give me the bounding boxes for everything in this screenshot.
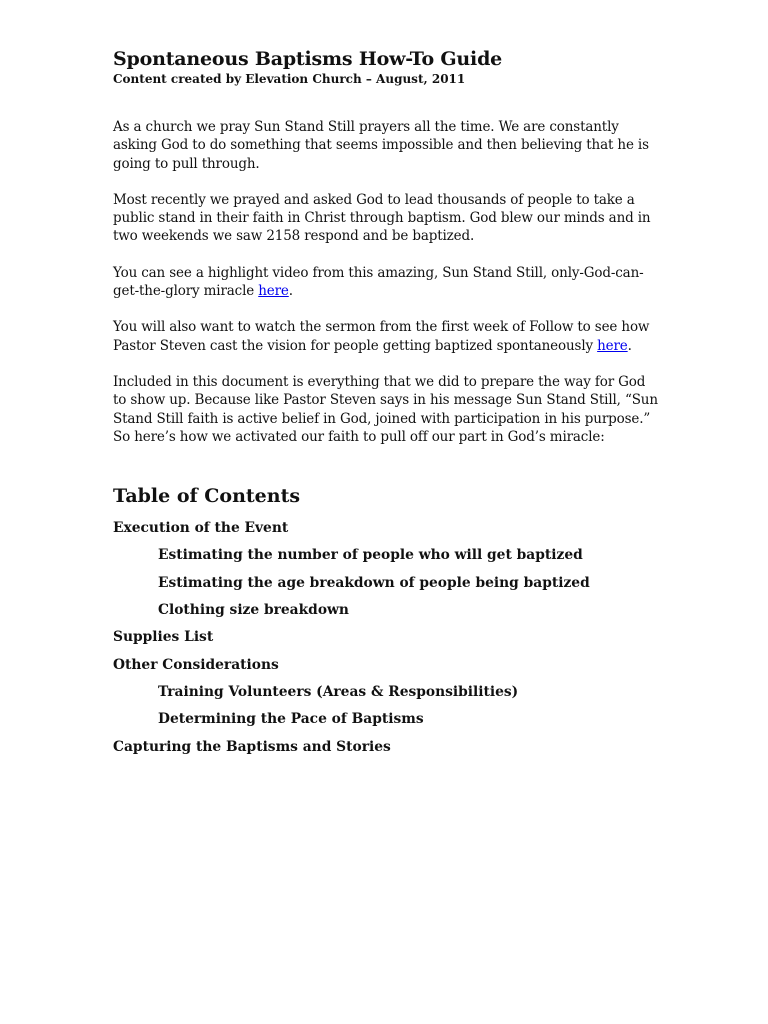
- sermon-text-end: .: [627, 337, 632, 354]
- highlight-video-link[interactable]: here: [258, 283, 289, 300]
- document-page: [113, 48, 658, 766]
- toc-item: Capturing the Baptisms and Stories: [113, 738, 391, 755]
- sermon-text: You will also want to watch the sermon from the first week of Follow to see how Pastor Steven cast the vision for people getting baptized spontaneously: [113, 319, 650, 354]
- sermon-paragraph: [113, 318, 658, 355]
- toc-subitem: Training Volunteers (Areas & Responsibilities): [158, 683, 519, 700]
- toc-heading: Table of Contents: [113, 485, 301, 508]
- toc-item: Supplies List: [113, 629, 214, 646]
- toc-subitem: Estimating the age breakdown of people being baptized: [158, 574, 590, 591]
- document-title: Spontaneous Baptisms How-To Guide: [113, 48, 503, 70]
- document-subtitle: Content created by Elevation Church – August, 2011: [113, 72, 466, 86]
- sermon-link[interactable]: here: [597, 337, 628, 354]
- preparation-paragraph: Included in this document is everything that we did to prepare the way for God to show up. Because like Pastor Steven says in his message Sun Stand Still, “Sun Stand Still faith is active belief in God, joined with participation in his purpose.” So here’s how we activated our faith to pull off our part in God’s miracle:: [113, 373, 658, 445]
- highlight-video-paragraph: [113, 264, 658, 301]
- baptism-results-paragraph: Most recently we prayed and asked God to lead thousands of people to take a public stand in their faith in Christ through baptism. God blew our minds and in two weekends we saw 2158 respond and be baptized.: [113, 191, 651, 245]
- toc-item: Execution of the Event: [113, 520, 289, 537]
- intro-paragraph: As a church we pray Sun Stand Still prayers all the time. We are constantly asking God to do something that seems impossible and then believing that he is going to pull through.: [113, 119, 649, 172]
- toc-subitem: Estimating the number of people who will get baptized: [158, 547, 583, 564]
- toc-item: Other Considerations: [113, 656, 279, 673]
- toc-subitem: Determining the Pace of Baptisms: [158, 711, 424, 728]
- toc-subitem: Clothing size breakdown: [158, 602, 349, 619]
- table-of-contents: [113, 520, 658, 755]
- highlight-video-text-end: .: [288, 283, 293, 300]
- highlight-video-text: You can see a highlight video from this amazing, Sun Stand Still, only-God-can-get-the-glory miracle: [113, 264, 644, 300]
